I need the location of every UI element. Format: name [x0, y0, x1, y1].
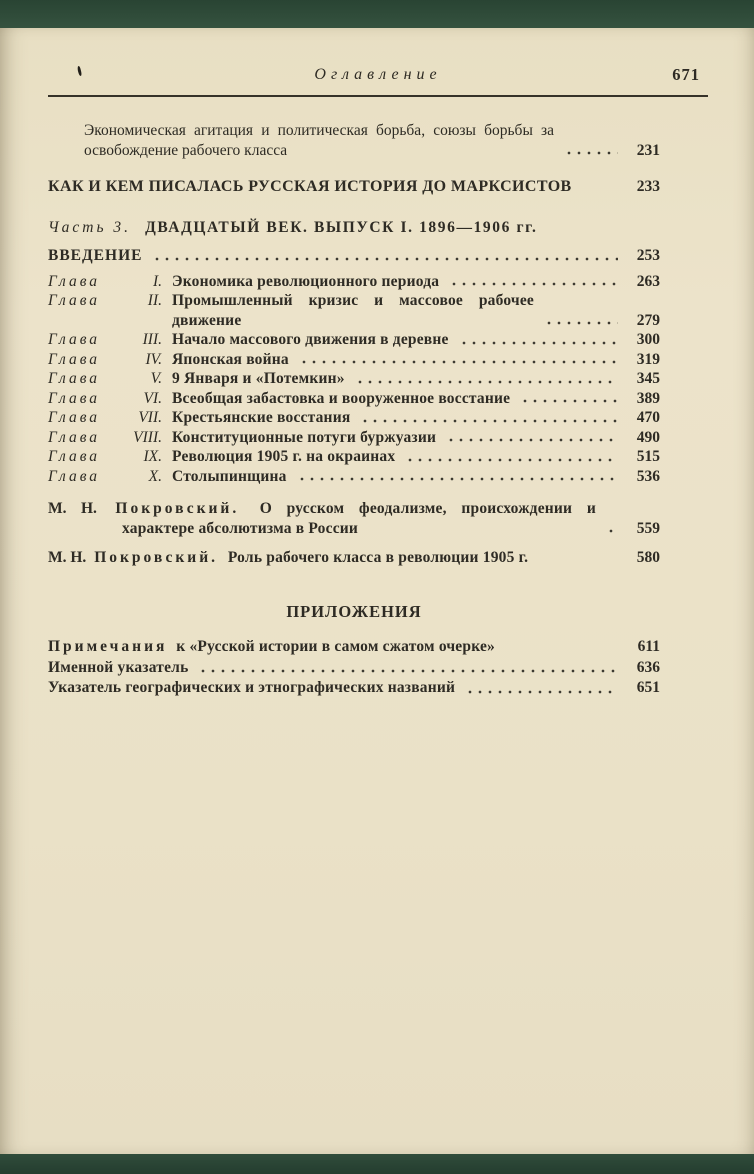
running-title: Оглавление	[314, 66, 442, 83]
chapter-numeral: VIII.	[133, 428, 162, 446]
chapter-numeral: IX.	[143, 448, 162, 465]
chapter-title: Всеобщая забастовка и вооруженное восстание	[172, 389, 511, 407]
toc-chapter	[48, 389, 660, 409]
entry-page-number: 233	[636, 178, 660, 195]
leader-gap	[536, 548, 618, 568]
chapter-numeral: V.	[150, 370, 162, 387]
appendix-entry	[48, 658, 660, 679]
chapter-page-number: 300	[636, 331, 660, 348]
entry-title: к «Русской истории в самом сжатом очерке»	[176, 638, 495, 655]
appendix-heading: ПРИЛОЖЕНИЯ	[286, 601, 422, 621]
appendix-entry	[48, 678, 660, 699]
chapter-page-number: 536	[636, 467, 660, 485]
toc-chapter	[48, 350, 660, 370]
appendix-list	[48, 637, 660, 699]
dot-leader	[604, 519, 618, 539]
entry-page-number: 231	[636, 141, 660, 159]
chapter-label: Глава	[48, 409, 101, 426]
author-initials: М. Н.	[48, 549, 87, 566]
dot-leader	[150, 246, 618, 266]
header-page-number: 671	[672, 65, 700, 84]
toc-entry-section	[48, 177, 660, 197]
chapter-page-number: 490	[636, 428, 660, 446]
entry-page-number: 636	[636, 658, 660, 676]
appendix-entry	[48, 637, 660, 658]
section-title: КАК И КЕМ ПИСАЛАСЬ РУССКАЯ ИСТОРИЯ ДО МАРКСИСТОВ	[48, 178, 572, 195]
chapter-page-number: 389	[636, 389, 660, 407]
chapter-label: Глава	[48, 389, 101, 407]
table-of-contents	[48, 121, 708, 699]
toc-entry-continuation	[84, 121, 660, 160]
dot-leader	[463, 679, 618, 699]
chapter-title: Революция 1905 г. на окраинах	[172, 448, 396, 465]
entry-page-number: 611	[637, 638, 660, 655]
dot-leader	[196, 659, 618, 679]
toc-chapter	[48, 428, 660, 448]
chapter-label: Глава	[48, 448, 101, 465]
leader-gap	[580, 177, 618, 197]
dot-leader	[447, 272, 618, 292]
chapter-page-number: 515	[636, 448, 660, 465]
chapter-title: Промышленный кризис и массовое рабочее движение	[172, 292, 534, 329]
toc-chapter	[48, 467, 660, 487]
chapter-label: Глава	[48, 272, 101, 290]
chapter-title: Столыпинщина	[172, 467, 287, 485]
chapter-label: Глава	[48, 428, 101, 446]
chapter-list	[48, 272, 660, 487]
chapter-page-number: 263	[636, 272, 660, 290]
dot-leader	[297, 350, 618, 370]
dot-leader	[518, 389, 618, 409]
author-surname: Покровский.	[115, 500, 240, 517]
chapter-label: Глава	[48, 331, 101, 348]
entry-text	[48, 499, 596, 538]
toc-entry-introduction	[48, 246, 660, 266]
chapter-numeral: I.	[152, 272, 162, 290]
chapter-numeral: VI.	[143, 389, 162, 407]
dot-leader	[562, 141, 618, 161]
book-page	[0, 28, 754, 1154]
toc-part-heading	[48, 218, 660, 238]
scan-edge-bottom	[0, 1154, 754, 1174]
entry-title: О русском феодализме, происхождении и характере абсолютизма в России	[122, 500, 596, 537]
leader-gap	[503, 638, 618, 658]
entry-page-number: 559	[636, 519, 660, 537]
chapter-label: Глава	[48, 292, 101, 309]
dot-leader	[444, 428, 618, 448]
toc-chapter	[48, 330, 660, 350]
entry-title: Именной указатель	[48, 658, 189, 676]
entry-text	[48, 548, 528, 568]
dot-leader	[353, 369, 618, 389]
chapter-title: Крестьянские восстания	[172, 409, 351, 426]
chapter-page-number: 345	[636, 370, 660, 387]
chapter-numeral: IV.	[145, 350, 162, 368]
chapter-title: Конституционные потуги буржуазии	[172, 428, 437, 446]
chapter-label: Глава	[48, 350, 101, 368]
header-rule	[48, 95, 708, 97]
dot-leader	[542, 311, 618, 331]
page-content	[0, 66, 754, 699]
chapter-label: Глава	[48, 370, 101, 387]
dot-leader	[403, 447, 618, 467]
entry-lead-word: Примечания	[48, 638, 168, 655]
toc-chapter	[48, 291, 660, 330]
chapter-numeral: II.	[147, 292, 162, 309]
author-initials: М. Н.	[48, 500, 97, 517]
chapter-title: Начало массового движения в деревне	[172, 331, 449, 348]
entry-title: Указатель географических и этнографических названий	[48, 679, 456, 696]
entry-title: Роль рабочего класса в революции 1905 г.	[227, 549, 529, 566]
chapter-page-number: 470	[636, 409, 660, 426]
scan-edge-top	[0, 0, 754, 28]
chapter-title: 9 Января и «Потемкин»	[172, 370, 345, 387]
chapter-numeral: III.	[142, 331, 162, 348]
author-surname: Покровский.	[94, 549, 219, 566]
entry-page-number: 580	[636, 549, 660, 566]
chapter-title: Экономика революционного периода	[172, 272, 440, 290]
toc-chapter	[48, 369, 660, 389]
dot-leader	[358, 408, 618, 428]
dot-leader	[457, 330, 618, 350]
entry-page-number: 253	[636, 247, 660, 264]
entry-text	[48, 637, 495, 658]
entry-text: ВВЕДЕНИЕ	[48, 247, 143, 264]
page-header	[48, 66, 708, 88]
chapter-page-number: 279	[636, 311, 660, 329]
entry-text: Экономическая агитация и политическая борьба, союзы борьбы за освобождение рабочего класса	[84, 122, 554, 159]
chapter-numeral: X.	[148, 467, 162, 485]
chapter-numeral: VII.	[138, 409, 162, 426]
part-label: Часть 3.	[48, 218, 132, 236]
toc-entry-author	[48, 548, 660, 568]
chapter-label: Глава	[48, 467, 101, 485]
chapter-title: Японская война	[172, 350, 289, 368]
entry-page-number: 651	[636, 679, 660, 696]
toc-chapter	[48, 272, 660, 292]
toc-entry-author	[48, 499, 660, 538]
part-title: ДВАДЦАТЫЙ ВЕК. ВЫПУСК I. 1896—1906 гг.	[145, 218, 538, 236]
dot-leader	[295, 467, 618, 487]
toc-chapter	[48, 408, 660, 428]
toc-chapter	[48, 447, 660, 467]
chapter-page-number: 319	[636, 350, 660, 368]
